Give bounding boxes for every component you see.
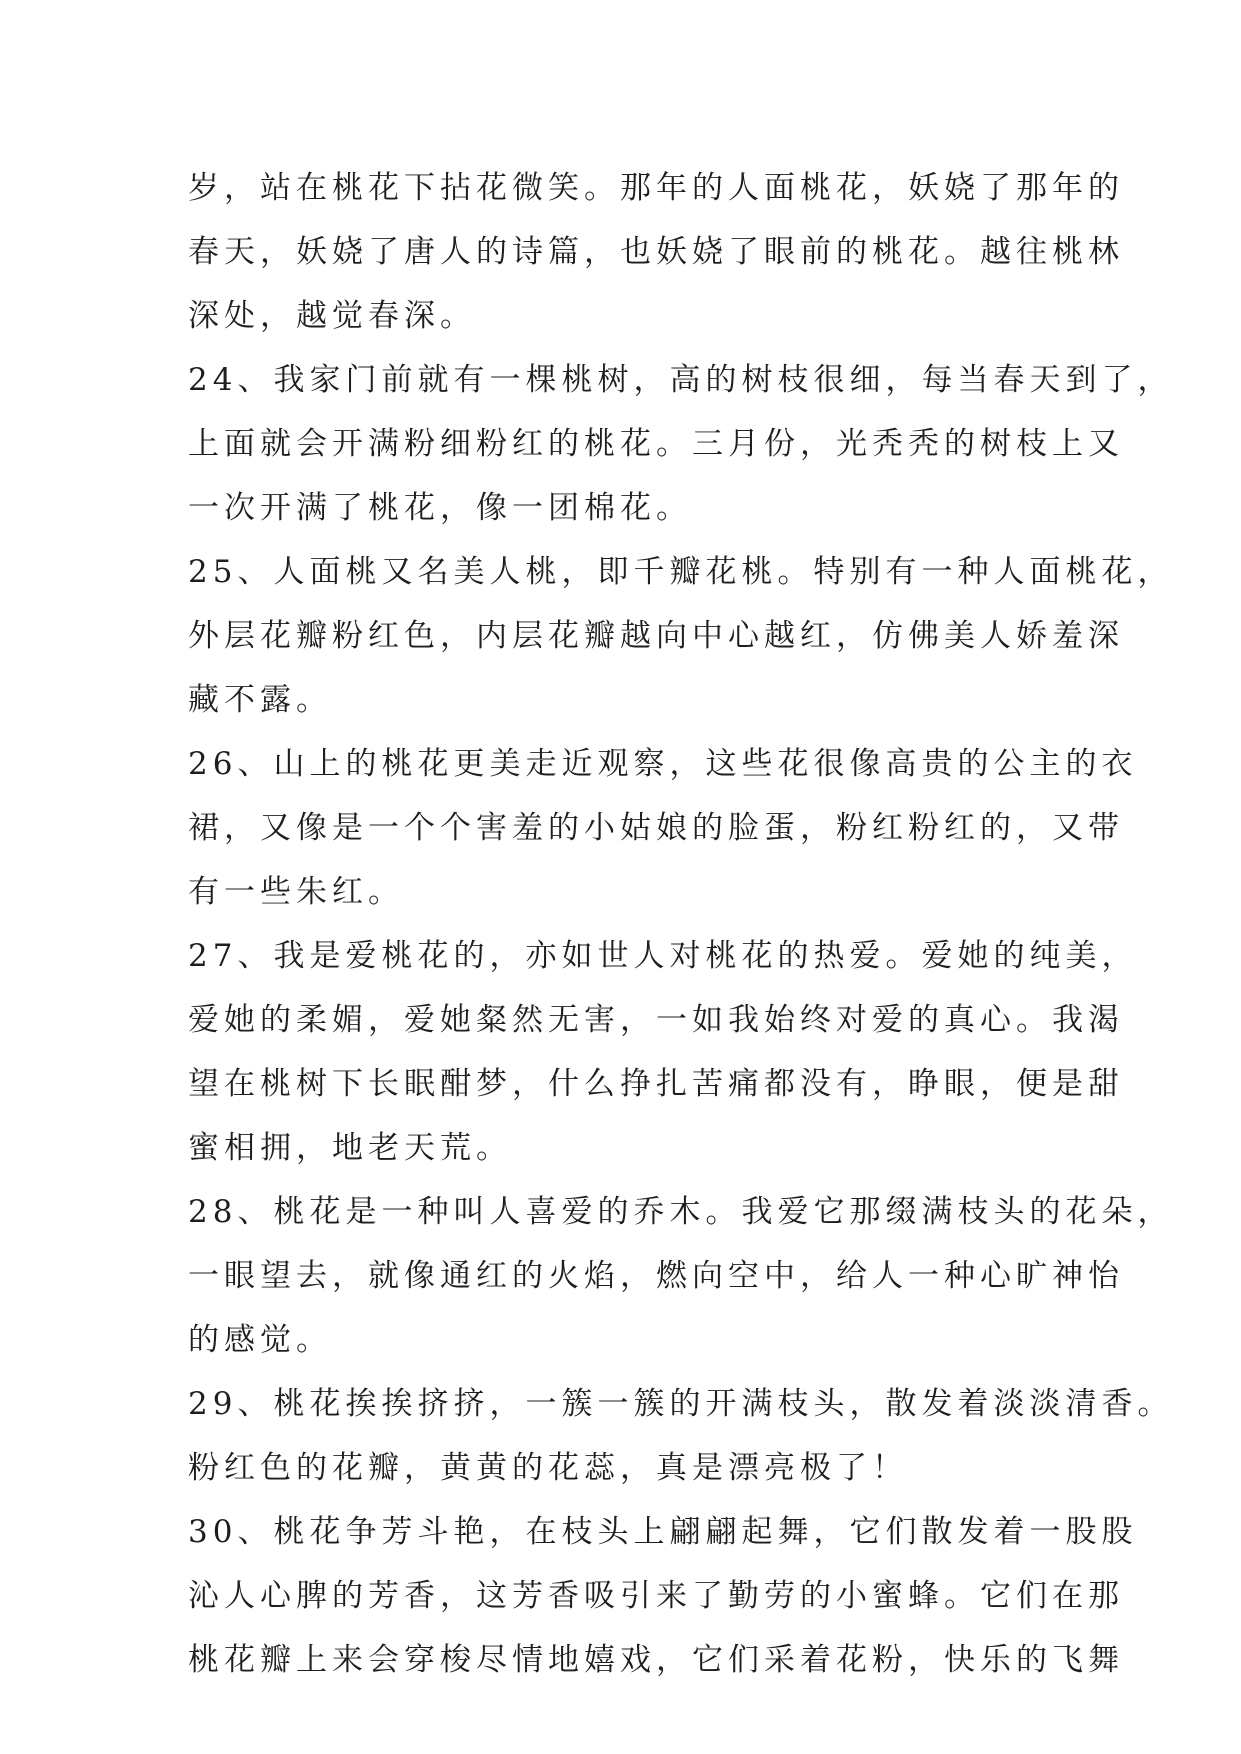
text-line: 有一些朱红。	[188, 874, 404, 910]
text-line: 藏不露。	[188, 682, 332, 718]
document-body-text	[188, 156, 1174, 1692]
text-line: 25、人面桃又名美人桃，即千瓣花桃。特别有一种人面桃花，	[188, 554, 1174, 590]
text-line: 望在桃树下长眠酣梦，什么挣扎苦痛都没有，睁眼，便是甜	[188, 1066, 1124, 1102]
text-line: 29、桃花挨挨挤挤，一簇一簇的开满枝头，散发着淡淡清香。	[188, 1386, 1174, 1422]
text-line: 沁人心脾的芳香，这芳香吸引来了勤劳的小蜜蜂。它们在那	[188, 1578, 1124, 1614]
text-line: 粉红色的花瓣，黄黄的花蕊，真是漂亮极了！	[188, 1450, 908, 1486]
text-line: 24、我家门前就有一棵桃树，高的树枝很细，每当春天到了，	[188, 362, 1174, 398]
text-line: 爱她的柔媚，爱她粲然无害，一如我始终对爱的真心。我渴	[188, 1002, 1124, 1038]
text-line: 蜜相拥，地老天荒。	[188, 1130, 512, 1166]
text-line: 一眼望去，就像通红的火焰，燃向空中，给人一种心旷神怡	[188, 1258, 1124, 1294]
text-line: 上面就会开满粉细粉红的桃花。三月份，光秃秃的树枝上又	[188, 426, 1124, 462]
text-line: 春天，妖娆了唐人的诗篇，也妖娆了眼前的桃花。越往桃林	[188, 234, 1124, 270]
text-line: 桃花瓣上来会穿梭尽情地嬉戏，它们采着花粉，快乐的飞舞	[188, 1642, 1124, 1678]
text-line: 岁，站在桃花下拈花微笑。那年的人面桃花，妖娆了那年的	[188, 170, 1124, 206]
text-line: 外层花瓣粉红色，内层花瓣越向中心越红，仿佛美人娇羞深	[188, 618, 1124, 654]
text-line: 一次开满了桃花，像一团棉花。	[188, 490, 692, 526]
text-line: 的感觉。	[188, 1322, 332, 1358]
text-line: 深处，越觉春深。	[188, 298, 476, 334]
text-line: 27、我是爱桃花的，亦如世人对桃花的热爱。爱她的纯美，	[188, 938, 1138, 974]
text-line: 30、桃花争芳斗艳，在枝头上翩翩起舞，它们散发着一股股	[188, 1514, 1138, 1550]
text-line: 28、桃花是一种叫人喜爱的乔木。我爱它那缀满枝头的花朵，	[188, 1194, 1174, 1230]
text-line: 26、山上的桃花更美走近观察，这些花很像高贵的公主的衣	[188, 746, 1138, 782]
text-line: 裙，又像是一个个害羞的小姑娘的脸蛋，粉红粉红的，又带	[188, 810, 1124, 846]
